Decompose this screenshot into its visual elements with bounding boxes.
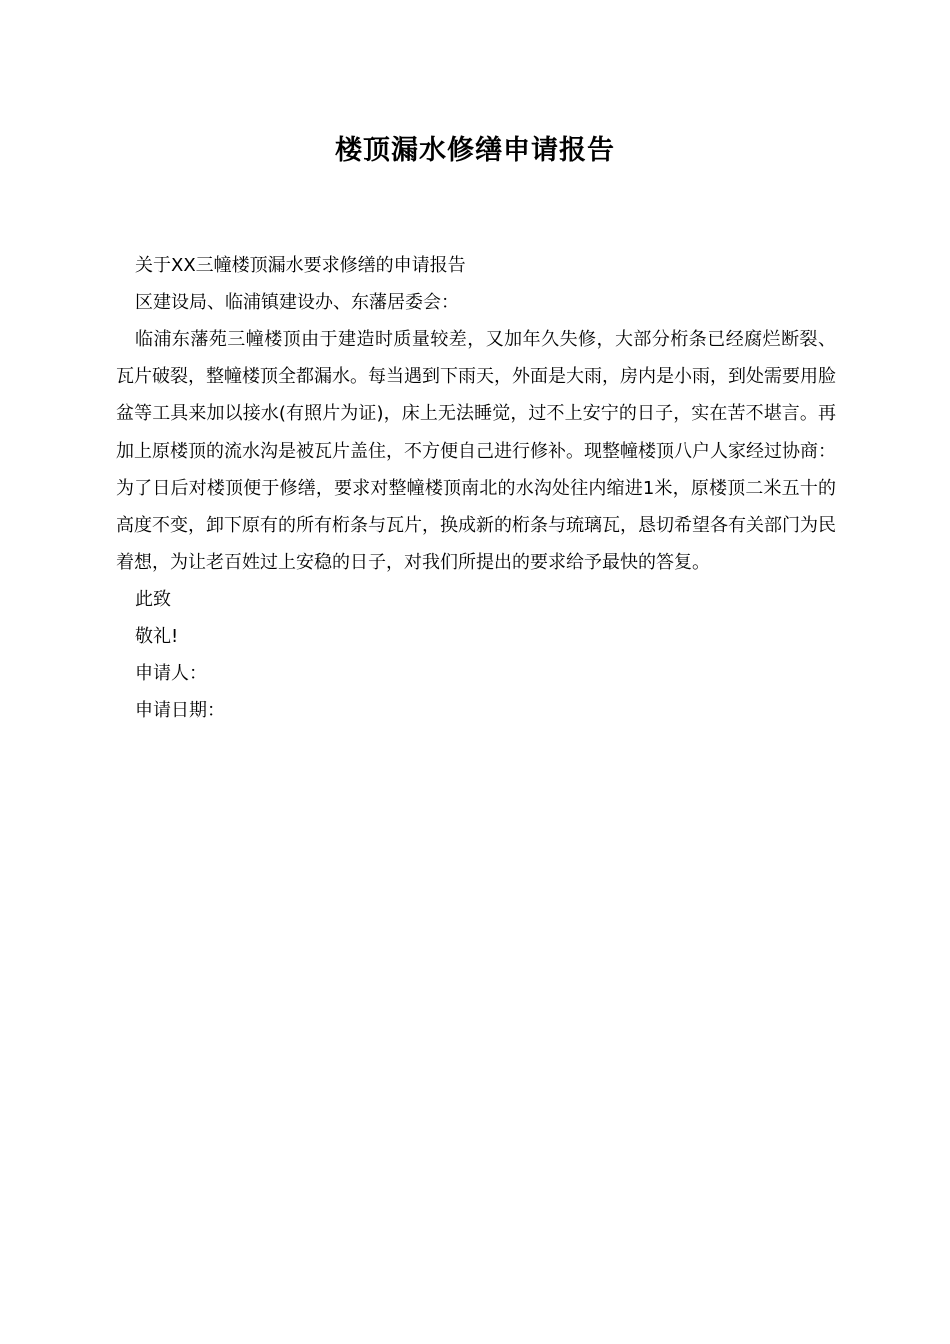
page-title: 楼顶漏水修缮申请报告 <box>335 135 615 166</box>
document-body <box>116 247 836 729</box>
closing-line-2: 敬礼! <box>135 626 179 648</box>
date-label: 申请日期： <box>135 700 225 722</box>
subject-line: 关于XX三幢楼顶漏水要求修缮的申请报告 <box>135 255 466 276</box>
closing-line-1: 此致 <box>135 589 171 611</box>
applicant-label: 申请人： <box>135 663 207 685</box>
recipients-line: 区建设局、临浦镇建设办、东藩居委会： <box>135 292 459 313</box>
body-paragraph: 临浦东藩苑三幢楼顶由于建造时质量较差，又加年久失修，大部分桁条已经腐烂断裂、瓦片破裂，整幢楼顶全都漏水。每当遇到下雨天，外面是大雨，房内是小雨，到处需要用脸盆等工具来加以接水(有照片为证)，床上无法睡觉，过不上安宁的日子，实在苦不堪言。再加上原楼顶的流水沟是被瓦片盖住，不方便自己进行修补。现整幢楼顶八户人家经过协商：为了日后对楼顶便于修缮，要求对整幢楼顶南北的水沟处往内缩进1米，原楼顶二米五十的高度不变，卸下原有的所有桁条与瓦片，换成新的桁条与琉璃瓦，恳切希望各有关部门为民着想，为让老百姓过上安稳的日子，对我们所提出的要求给予最快的答复。 <box>116 329 836 574</box>
